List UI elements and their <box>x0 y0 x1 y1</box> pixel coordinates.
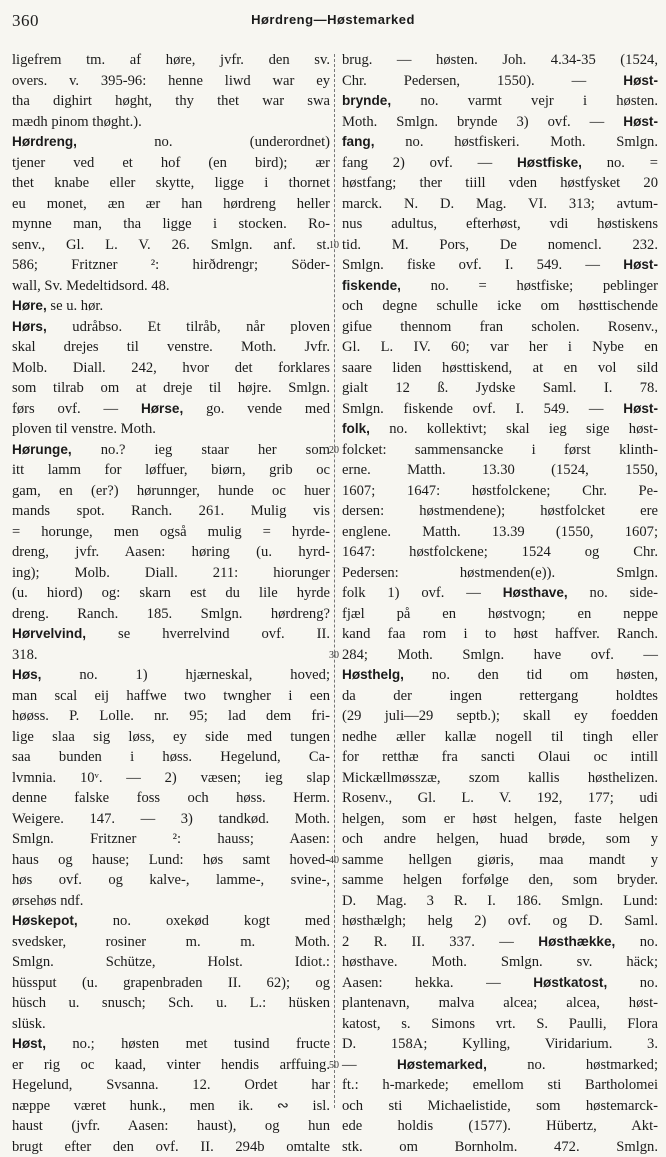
line-number: 10 <box>327 240 341 251</box>
line-text: se u. hør. <box>47 298 103 314</box>
line-text: D. Mag. 3 R. I. 186. Smlgn. Lund: <box>342 893 658 909</box>
line-text: 2 R. II. 337. — <box>342 934 538 950</box>
headword: Hørvelvind, <box>12 626 86 641</box>
text-line <box>342 1055 658 1076</box>
page-header <box>0 0 666 40</box>
line-text: (29 juli—29 septb.); skall ey foedden <box>342 708 658 724</box>
line-text: fang 2) ovf. — <box>342 155 517 171</box>
line-text: Moth. Smlgn. brynde 3) ovf. — <box>342 114 623 130</box>
line-text: nedhe æller kallæ nogell til tingh eller <box>342 729 658 745</box>
text-line <box>342 829 658 850</box>
line-text: Smlgn. Schütze, Holst. Idiot.: <box>12 954 330 970</box>
line-text: folk 1) ovf. — <box>342 585 503 601</box>
text-line <box>12 604 330 625</box>
text-line <box>342 768 658 789</box>
line-text: ploven til venstre. Moth. <box>12 421 156 437</box>
text-line <box>12 870 330 891</box>
headword: Høst- <box>623 114 658 129</box>
text-line <box>342 809 658 830</box>
headword: Høskepot, <box>12 913 78 928</box>
line-text: udråbso. Et tilråb, når ploven <box>47 319 330 335</box>
text-line <box>12 194 330 215</box>
text-line <box>342 1116 658 1137</box>
line-text: 1647: høstfolckene; 1524 og Chr. <box>342 544 658 560</box>
text-line <box>342 153 658 174</box>
text-line <box>12 317 330 338</box>
line-text: (u. hiord) og: skarn est du lile hyrde <box>12 585 330 601</box>
line-text: D. 158A; Kylling, Viridarium. 3. <box>342 1036 658 1052</box>
line-text: hüssput (u. grapenbraden II. 62); og <box>12 975 330 991</box>
text-line <box>342 993 658 1014</box>
text-line <box>342 788 658 809</box>
line-text: 284; Moth. Smlgn. have ovf. — <box>342 647 658 663</box>
text-line <box>12 91 330 112</box>
text-line <box>342 542 658 563</box>
headword: Høs, <box>12 667 41 682</box>
text-line <box>12 829 330 850</box>
headword: Høstfiske, <box>517 155 582 170</box>
text-line <box>12 255 330 276</box>
line-text: helgen, som er høst helgen, faste helgen <box>342 811 658 827</box>
text-line <box>12 132 330 153</box>
line-text: eu monet, æn ær han hørdreng heller <box>12 196 330 212</box>
text-line <box>342 624 658 645</box>
line-text: som tilrab om at dreje til højre. Smlgn. <box>12 380 330 396</box>
line-text: Gl. L. IV. 60; var her i Nybe en <box>342 339 658 355</box>
line-text: Mickællmøsszæ, szom kallis høsthelizen. <box>342 770 658 786</box>
column-divider <box>334 54 335 1108</box>
text-line <box>12 214 330 235</box>
line-text: mands spot. Ranch. 261. Mulig vis <box>12 503 330 519</box>
line-text: Chr. Pedersen, 1550). — <box>342 73 623 89</box>
text-line <box>12 173 330 194</box>
text-line <box>342 1075 658 1096</box>
line-text: tid. M. Pors, De nomencl. 232. <box>342 237 658 253</box>
line-text: 318. <box>12 647 38 663</box>
text-line <box>342 1034 658 1055</box>
text-line <box>342 71 658 92</box>
text-line <box>12 460 330 481</box>
text-line <box>342 563 658 584</box>
line-text: no. høstmarked; <box>487 1057 658 1073</box>
line-text: førs ovf. — <box>12 401 141 417</box>
text-line <box>12 481 330 502</box>
line-text: se hverrelvind ovf. II. <box>86 626 330 642</box>
text-line <box>12 645 330 666</box>
headword: brynde, <box>342 93 391 108</box>
line-text: senv., Gl. L. V. 26. Smlgn. anf. st. <box>12 237 330 253</box>
line-text: høsthælgh; helg 2) ovf. og D. Saml. <box>342 913 658 929</box>
line-text: fjæl på en høstvogn; en neppe <box>342 606 658 622</box>
headword: Høst- <box>623 257 658 272</box>
text-line <box>12 235 330 256</box>
line-text: katost, s. Simons vrt. S. Paulli, Flora <box>342 1016 658 1032</box>
line-text: gifue thennom fran scholen. Rosenv., <box>342 319 658 335</box>
line-text: no. høstfiskeri. Moth. Smlgn. <box>374 134 658 150</box>
text-line <box>12 624 330 645</box>
text-line <box>342 501 658 522</box>
line-text: høsthave. Moth. Smlgn. sv. häck; <box>342 954 658 970</box>
headword: Hørdreng, <box>12 134 77 149</box>
text-line <box>12 71 330 92</box>
text-line <box>342 255 658 276</box>
line-text: haust (jvfr. Aasen: haust), og hun <box>12 1118 330 1134</box>
headword: Hørs, <box>12 319 47 334</box>
line-text: mædh pinom thøght.). <box>12 114 142 130</box>
text-line <box>342 112 658 133</box>
line-text: nus adultus, efterhøst, vdi høstiskens <box>342 216 658 232</box>
text-line <box>12 706 330 727</box>
line-text: samme helgen forfølge den, som bryder. <box>342 872 658 888</box>
headword: Høst- <box>623 73 658 88</box>
headword: Høre, <box>12 298 47 313</box>
text-line <box>342 399 658 420</box>
line-text: no. den tid om høsten, <box>404 667 658 683</box>
text-line <box>12 788 330 809</box>
line-text: 586; Fritzner ²: hirðdrengr; Söder- <box>12 257 330 273</box>
text-line <box>12 665 330 686</box>
text-line <box>12 1034 330 1055</box>
text-line <box>342 973 658 994</box>
line-text: no. (underordnet) <box>77 134 330 150</box>
headword: Høsthave, <box>503 585 568 600</box>
line-text: Smlgn. fiske ovf. I. 549. — <box>342 257 623 273</box>
line-text: no. <box>607 975 658 991</box>
line-text: saare liden høsttiskend, at en vol sild <box>342 360 658 376</box>
text-line <box>12 1096 330 1117</box>
line-text: och sti Michaelistide, som høstemarck- <box>342 1098 658 1114</box>
line-text: brug. — høsten. Joh. 4.34-35 (1524, <box>342 52 658 68</box>
text-line <box>342 850 658 871</box>
text-line <box>342 235 658 256</box>
text-line <box>12 993 330 1014</box>
line-text: kand faa rom i to høst haffver. Ranch. <box>342 626 658 642</box>
text-line <box>12 809 330 830</box>
line-number: 30 <box>327 650 341 661</box>
line-number: 50 <box>327 1060 341 1071</box>
text-line <box>342 317 658 338</box>
line-text: = horunge, men også mulig = hyrde- <box>12 524 330 540</box>
text-line <box>12 727 330 748</box>
text-line <box>12 358 330 379</box>
line-text: stk. om Bornholm. 472. Smlgn. <box>342 1139 658 1155</box>
text-line <box>342 132 658 153</box>
line-text: no. oxekød kogt med <box>78 913 330 929</box>
text-line <box>342 665 658 686</box>
line-text: no. = høstfiske; peblinger <box>401 278 658 294</box>
running-head: Hørdreng—Høstemarked <box>0 12 666 27</box>
line-text: mynne man, tha ligge i stocken. Ro- <box>12 216 330 232</box>
headword: Høstemarked, <box>397 1057 487 1072</box>
line-text: ligefrem tm. af høre, jvfr. den sv. <box>12 52 330 68</box>
line-text: no. varmt vejr i høsten. <box>391 93 658 109</box>
headword: Hørse, <box>141 401 183 416</box>
text-line <box>342 727 658 748</box>
line-text: dreng, jvfr. Aasen: høring (u. hyrd- <box>12 544 330 560</box>
line-text: lvmnia. 10ᵛ. — 2) væsen; ieg slap <box>12 770 330 786</box>
line-text: Pedersen: høstmenden(e)). Smlgn. <box>342 565 658 581</box>
text-line <box>342 378 658 399</box>
text-line <box>342 645 658 666</box>
text-line <box>342 1137 658 1157</box>
line-text: ft.: h-markede; emellom sti Bartholomei <box>342 1077 658 1093</box>
line-text: no. side- <box>568 585 658 601</box>
text-line <box>342 337 658 358</box>
line-text: ede holdis (1577). Hübertz, Akt- <box>342 1118 658 1134</box>
line-text: Hegelund, Svsanna. 12. Ordet har <box>12 1077 330 1093</box>
line-text: Aasen: hekka. — <box>342 975 533 991</box>
text-line <box>342 460 658 481</box>
text-line <box>12 440 330 461</box>
line-text: thet knabe eller skytte, ligge i thornet <box>12 175 330 191</box>
text-line <box>12 522 330 543</box>
text-line <box>12 973 330 994</box>
text-line <box>342 440 658 461</box>
line-text: no. 1) hjærneskal, hoved; <box>41 667 330 683</box>
text-line <box>12 583 330 604</box>
text-line <box>12 501 330 522</box>
headword: fiskende, <box>342 278 401 293</box>
text-line <box>12 563 330 584</box>
line-text: lige slaa sig løss, ey side med tungen <box>12 729 330 745</box>
text-line <box>12 296 330 317</box>
text-line <box>12 850 330 871</box>
line-text: Rosenv., Gl. L. V. 192, 177; udi <box>342 790 658 806</box>
line-text: skal drejes til venstre. Moth. Jvfr. <box>12 339 330 355</box>
text-line <box>342 358 658 379</box>
text-line <box>12 1116 330 1137</box>
line-text: Smlgn. fiskende ovf. I. 549. — <box>342 401 623 417</box>
text-line <box>12 891 330 912</box>
line-text: tha dighirt høght, thy thet war swa <box>12 93 330 109</box>
line-text: Smlgn. Fritzner ²: hauss; Aasen: <box>12 831 330 847</box>
headword: Høst, <box>12 1036 46 1051</box>
line-text: saa bunden i høss. Hegelund, Ca- <box>12 749 330 765</box>
line-text: overs. v. 395-96: henne liwd war ey <box>12 73 330 89</box>
text-line <box>12 952 330 973</box>
text-line <box>342 870 658 891</box>
line-text: marck. N. D. Mag. VI. 313; avtum- <box>342 196 658 212</box>
line-text: plantenavn, malva alcea; alcea, høst- <box>342 995 658 1011</box>
line-text: 1607; 1647: høstfolckene; Chr. Pe- <box>342 483 658 499</box>
text-line <box>342 583 658 604</box>
line-text: Molb. Diall. 242, hvor det forklares <box>12 360 330 376</box>
line-text: erne. Matth. 13.30 (1524, 1550, <box>342 462 658 478</box>
text-line <box>342 276 658 297</box>
text-line <box>12 378 330 399</box>
line-text: no. kollektivt; skal ieg sige høst- <box>370 421 658 437</box>
text-line <box>342 194 658 215</box>
text-line <box>342 911 658 932</box>
line-text: no. <box>615 934 658 950</box>
text-line <box>12 153 330 174</box>
page-number: 360 <box>12 11 39 31</box>
text-line <box>342 706 658 727</box>
line-text: høstfang; ther tiill vden høstfysket 20 <box>342 175 658 191</box>
text-line <box>342 481 658 502</box>
text-line <box>12 768 330 789</box>
line-text: slüsk. <box>12 1016 46 1032</box>
text-line <box>12 1075 330 1096</box>
left-column <box>12 50 330 1112</box>
text-line <box>12 399 330 420</box>
line-text: samme hellgen giøris, maa mandt y <box>342 852 658 868</box>
text-line <box>342 419 658 440</box>
text-line <box>12 50 330 71</box>
line-text: no. = <box>582 155 658 171</box>
line-text: folcket: sammensancke i først klinth- <box>342 442 658 458</box>
text-line <box>12 337 330 358</box>
text-line <box>12 686 330 707</box>
text-line <box>12 276 330 297</box>
text-line <box>342 50 658 71</box>
headword: Høst- <box>623 401 658 416</box>
line-text: go. vende med <box>183 401 330 417</box>
line-text: dersen: høstmendene); høstfolcket ere <box>342 503 658 519</box>
text-line <box>342 604 658 625</box>
text-line <box>342 91 658 112</box>
line-text: och degne schulle icke om høsttischende <box>342 298 658 314</box>
line-text: englene. Matth. 13.39 (1550, 1607; <box>342 524 658 540</box>
text-line <box>12 1055 330 1076</box>
text-line <box>12 1137 330 1157</box>
line-text: — <box>342 1057 397 1073</box>
headword: Høsthelg, <box>342 667 404 682</box>
text-line <box>342 891 658 912</box>
text-line <box>342 952 658 973</box>
text-line <box>12 1014 330 1035</box>
line-text: denne falske foss och høss. Herm. <box>12 790 330 806</box>
text-line <box>12 932 330 953</box>
line-text: itt lamm for løffuer, biørn, grib oc <box>12 462 330 478</box>
text-line <box>342 747 658 768</box>
line-number: 40 <box>327 855 341 866</box>
text-line <box>342 932 658 953</box>
line-text: da der ingen rettergang holdtes <box>342 688 658 704</box>
line-text: haus og hause; Lund: høs samt hoved- <box>12 852 330 868</box>
text-line <box>12 747 330 768</box>
line-text: for retthæ fra sancti Olaui oc intill <box>342 749 658 765</box>
text-line <box>342 686 658 707</box>
line-text: dreng. Ranch. 185. Smlgn. hørdreng? <box>12 606 330 622</box>
line-text: gialt 12 ß. Jydske Saml. I. 78. <box>342 380 658 396</box>
line-text: no.; høsten met tusind fructe <box>46 1036 330 1052</box>
headword: Hørunge, <box>12 442 72 457</box>
line-text: Weigere. 147. — 3) tandkød. Moth. <box>12 811 330 827</box>
line-text: ing); Molb. Diall. 211: hiorunger <box>12 565 330 581</box>
line-text: gam, en (er?) hørunnger, hunde oc huer <box>12 483 330 499</box>
line-text: er rig oc kaad, vinter hendis arffuing. <box>12 1057 330 1073</box>
line-text: ørsehøs ndf. <box>12 893 83 909</box>
text-line <box>12 112 330 133</box>
line-text: man scal eij haffwe two twngher i een <box>12 688 330 704</box>
line-text: brugt efter den ovf. II. 294b omtalte <box>12 1139 330 1155</box>
headword: Høsthække, <box>538 934 615 949</box>
line-text: och andre helgen, huad brøde, som y <box>342 831 658 847</box>
line-text: næppe været hunk., men ik. ∾ isl. <box>12 1098 330 1114</box>
headword: Høstkatost, <box>533 975 607 990</box>
text-line <box>342 522 658 543</box>
line-text: høøss. P. Lolle. nr. 95; lad dem fri- <box>12 708 330 724</box>
text-line <box>342 1096 658 1117</box>
headword: fang, <box>342 134 374 149</box>
headword: folk, <box>342 421 370 436</box>
line-text: wall, Sv. Medeltidsord. 48. <box>12 278 170 294</box>
text-line <box>342 1014 658 1035</box>
line-text: høs ovf. og kalve-, lamme-, svine-, <box>12 872 330 888</box>
text-line <box>12 419 330 440</box>
line-number: 20 <box>327 445 341 456</box>
right-column <box>342 50 658 1112</box>
text-line <box>12 542 330 563</box>
text-line <box>12 911 330 932</box>
text-line <box>342 296 658 317</box>
line-text: no.? ieg staar her som <box>72 442 330 458</box>
line-text: hüsch u. snusch; Sch. u. L.: hüsken <box>12 995 330 1011</box>
line-text: svedsker, rosiner m. m. Moth. <box>12 934 330 950</box>
text-line <box>342 214 658 235</box>
text-line <box>342 173 658 194</box>
line-text: tjener ved et hof (en bird); ær <box>12 155 330 171</box>
